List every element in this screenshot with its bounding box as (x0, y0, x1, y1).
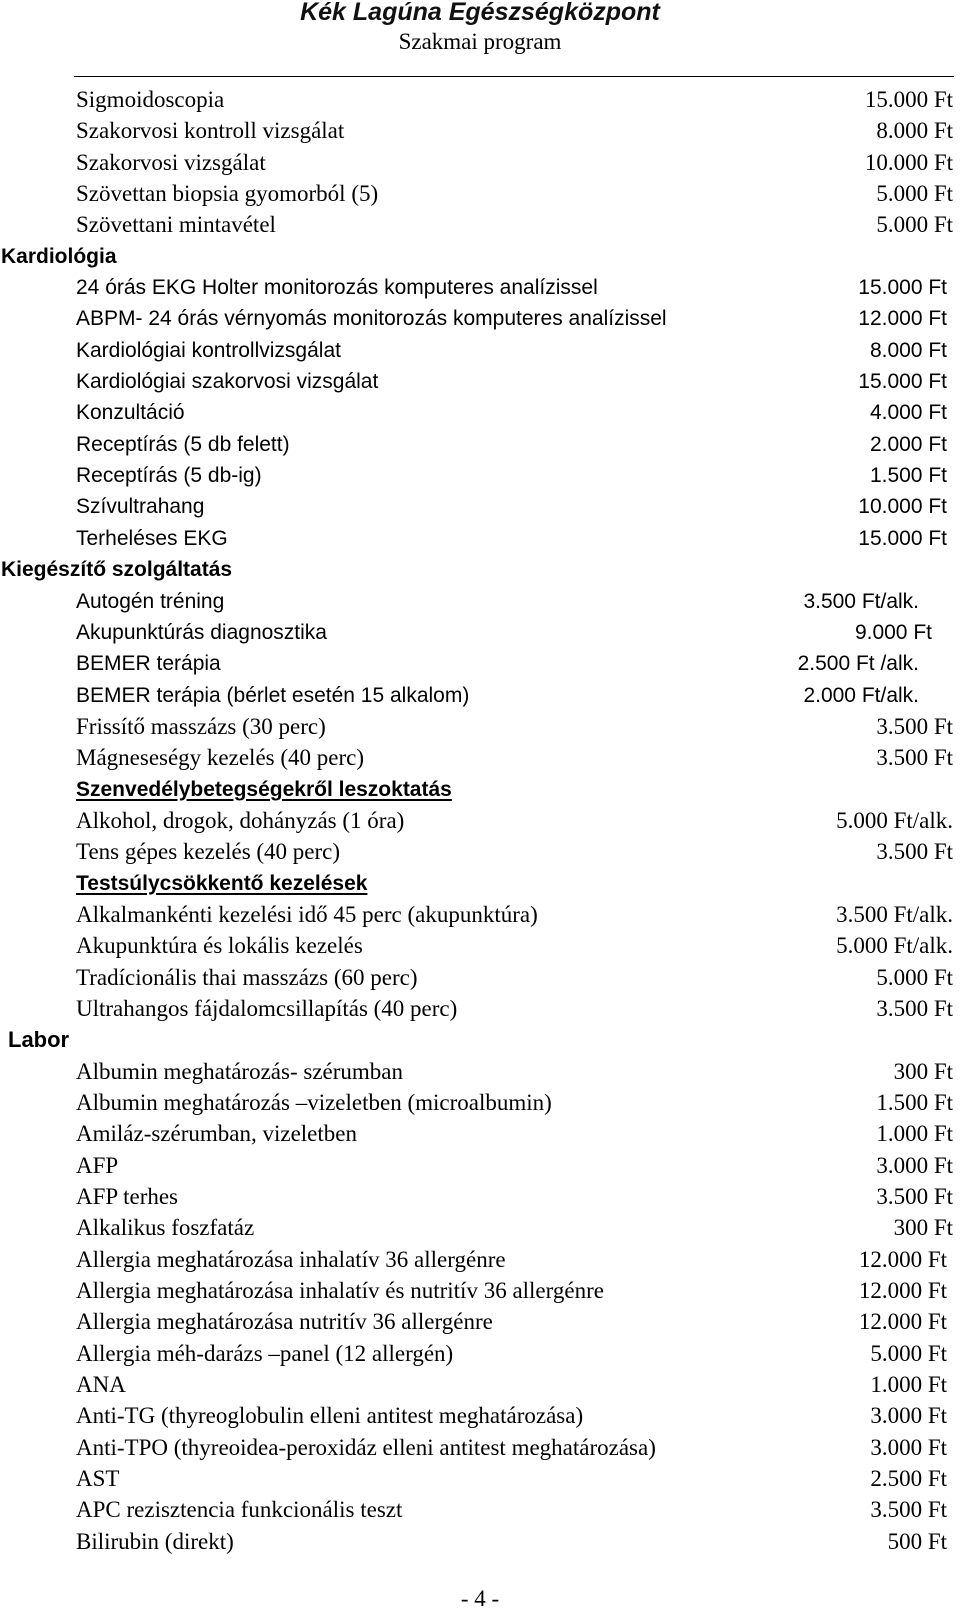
price-row (0, 1212, 960, 1243)
service-name: Terheléses EKG (76, 526, 228, 550)
service-price: 1.000 Ft (870, 1372, 947, 1398)
price-row (0, 335, 960, 366)
service-name: Sigmoidoscopia (76, 87, 225, 112)
service-price: 3.000 Ft (870, 1403, 947, 1429)
price-row (0, 930, 960, 961)
service-name: Receptírás (5 db felett) (76, 432, 290, 456)
service-price: 4.000 Ft (869, 401, 947, 425)
price-row (0, 1056, 960, 1087)
price-row (0, 366, 960, 397)
price-row (0, 648, 960, 679)
price-row (0, 1369, 960, 1400)
service-price: 5.000 Ft (876, 964, 953, 990)
service-name: AFP (76, 1152, 119, 1178)
subsection-heading (0, 774, 960, 805)
service-price: 2.500 Ft (870, 1466, 947, 1492)
price-row (0, 711, 960, 742)
heading-text: Testsúlycsökkentő kezelések (76, 871, 368, 895)
service-price: 3.500 Ft/alk. (836, 901, 953, 927)
service-name: ANA (76, 1372, 126, 1398)
service-price: 3.500 Ft (876, 839, 953, 865)
document-subtitle: Szakmai program (398, 29, 562, 54)
service-name: Anti-TG (thyreoglobulin elleni antitest meghatározása) (76, 1403, 584, 1429)
service-price: 12.000 Ft (858, 1278, 947, 1304)
heading-text: Labor (8, 1027, 70, 1053)
document-title: Kék Lagúna Egészségközpont (300, 0, 660, 26)
service-name: BEMER terápia (bérlet esetén 15 alkalom) (76, 683, 470, 707)
service-name: Tens gépes kezelés (40 perc) (76, 839, 341, 865)
service-price: 3.500 Ft (876, 745, 953, 771)
service-name: 24 órás EKG Holter monitorozás komputeres analízissel (76, 276, 598, 300)
service-name: AFP terhes (76, 1184, 179, 1210)
service-price: 5.000 Ft (870, 1340, 947, 1366)
service-price: 5.000 Ft (876, 181, 953, 207)
service-price: 8.000 Ft (869, 338, 947, 362)
page-number: - 4 - (460, 1586, 500, 1611)
service-name: Szívultrahang (76, 495, 205, 519)
service-name: Kardiológiai szakorvosi vizsgálat (76, 370, 379, 394)
price-row (0, 178, 960, 209)
heading-text: Kardiológia (1, 244, 117, 268)
service-name: Konzultáció (76, 401, 185, 425)
price-row (0, 429, 960, 460)
service-name: Alkohol, drogok, dohányzás (1 óra) (76, 807, 405, 833)
service-price: 15.000 Ft (858, 526, 947, 550)
service-name: Allergia meghatározása nutritív 36 allergénre (76, 1309, 493, 1335)
price-row (0, 1181, 960, 1212)
service-name: Alkalikus foszfatáz (76, 1215, 255, 1241)
subsection-heading (0, 868, 960, 899)
service-name: Kardiológiai kontrollvizsgálat (76, 338, 341, 362)
service-price: 3.500 Ft (876, 1184, 953, 1210)
price-row (0, 962, 960, 993)
service-price: 500 Ft (887, 1528, 947, 1554)
price-row (0, 899, 960, 930)
price-row (0, 1338, 960, 1369)
service-name: Bilirubin (direkt) (76, 1528, 234, 1554)
price-row (0, 147, 960, 178)
service-name: Tradícionális thai masszázs (60 perc) (76, 964, 418, 990)
service-name: Akupunktúra és lokális kezelés (76, 933, 363, 959)
service-name: Anti-TPO (thyreoidea-peroxidáz elleni antitest meghatározása) (76, 1434, 656, 1460)
price-row (0, 993, 960, 1024)
price-row (0, 836, 960, 867)
service-name: Allergia méh-darázs –panel (12 allergén) (76, 1340, 454, 1366)
service-price: 8.000 Ft (876, 118, 953, 144)
price-row (0, 617, 960, 648)
price-row (0, 1087, 960, 1118)
service-price: 10.000 Ft (864, 149, 953, 175)
section-heading (0, 554, 960, 585)
price-row (0, 1118, 960, 1149)
price-row (0, 397, 960, 428)
price-row (0, 680, 960, 711)
price-row (0, 460, 960, 491)
service-name: Receptírás (5 db-ig) (76, 464, 262, 488)
service-price: 3.000 Ft (876, 1152, 953, 1178)
service-price: 3.500 Ft (870, 1497, 947, 1523)
service-price: 5.000 Ft (876, 212, 953, 238)
service-name: Amiláz-szérumban, vizeletben (76, 1121, 357, 1147)
service-name: Akupunktúrás diagnosztika (76, 620, 327, 644)
service-name: Alkalmankénti kezelési idő 45 perc (akupunktúra) (76, 901, 538, 927)
price-row (0, 1275, 960, 1306)
price-row (0, 1244, 960, 1275)
service-price: 1.500 Ft (869, 464, 947, 488)
price-row (0, 303, 960, 334)
price-row (0, 115, 960, 146)
service-price: 1.000 Ft (876, 1121, 953, 1147)
service-name: ABPM- 24 órás vérnyomás monitorozás komputeres analízissel (76, 307, 667, 331)
price-row (0, 1526, 960, 1557)
heading-text: Szenvedélybetegségekről leszoktatás (76, 777, 452, 801)
header-rule (74, 76, 954, 77)
service-name: AST (76, 1466, 120, 1492)
price-row (0, 523, 960, 554)
service-name: Szakorvosi vizsgálat (76, 149, 266, 175)
service-price: 5.000 Ft/alk. (836, 807, 953, 833)
service-price: 9.000 Ft (854, 620, 932, 644)
service-price: 12.000 Ft (858, 1309, 947, 1335)
price-row (0, 1400, 960, 1431)
service-name: Albumin meghatározás –vizeletben (microalbumin) (76, 1090, 552, 1115)
service-name: APC rezisztencia funkcionális teszt (76, 1497, 403, 1523)
service-name: Szövettani mintavétel (76, 212, 276, 238)
price-row (0, 491, 960, 522)
service-name: Allergia meghatározása inhalatív és nutritív 36 allergénre (76, 1278, 604, 1304)
price-list (0, 84, 960, 1557)
service-price: 3.500 Ft (876, 713, 953, 739)
heading-text: Kiegészítő szolgáltatás (1, 558, 233, 582)
service-name: Ultrahangos fájdalomcsillapítás (40 perc) (76, 995, 458, 1021)
service-price: 10.000 Ft (858, 495, 947, 519)
price-row (0, 586, 960, 617)
service-name: Mágneseségy kezelés (40 perc) (76, 745, 365, 771)
service-name: BEMER terápia (76, 652, 221, 676)
service-name: Szakorvosi kontroll vizsgálat (76, 118, 345, 144)
section-heading (0, 241, 960, 272)
service-price: 15.000 Ft (858, 276, 947, 300)
service-price: 3.500 Ft (876, 995, 953, 1021)
service-name: Allergia meghatározása inhalatív 36 allergénre (76, 1246, 506, 1272)
price-row (0, 1494, 960, 1525)
service-price: 15.000 Ft (864, 87, 953, 112)
price-row (0, 742, 960, 773)
price-row (0, 1150, 960, 1181)
service-name: Szövettan biopsia gyomorból (5) (76, 181, 379, 207)
price-row (0, 1463, 960, 1494)
service-price: 5.000 Ft/alk. (836, 933, 953, 959)
service-price: 300 Ft (893, 1215, 953, 1241)
service-price: 12.000 Ft (858, 307, 947, 331)
service-price: 2.000 Ft (869, 432, 947, 456)
service-price: 15.000 Ft (858, 370, 947, 394)
service-price: 2.500 Ft /alk. (797, 652, 919, 676)
price-row (0, 1432, 960, 1463)
service-price: 1.500 Ft (876, 1090, 953, 1115)
price-row (0, 84, 960, 115)
service-price: 12.000 Ft (858, 1246, 947, 1272)
service-price: 2.000 Ft/alk. (803, 683, 919, 707)
price-row (0, 209, 960, 240)
service-price: 3.000 Ft (870, 1434, 947, 1460)
service-price: 3.500 Ft/alk. (803, 589, 919, 613)
service-name: Albumin meghatározás- szérumban (76, 1058, 403, 1084)
service-name: Autogén tréning (76, 589, 225, 613)
service-price: 300 Ft (893, 1058, 953, 1084)
price-row (0, 805, 960, 836)
service-name: Frissítő masszázs (30 perc) (76, 713, 326, 739)
price-row (0, 272, 960, 303)
price-row (0, 1306, 960, 1337)
section-heading (0, 1024, 960, 1055)
